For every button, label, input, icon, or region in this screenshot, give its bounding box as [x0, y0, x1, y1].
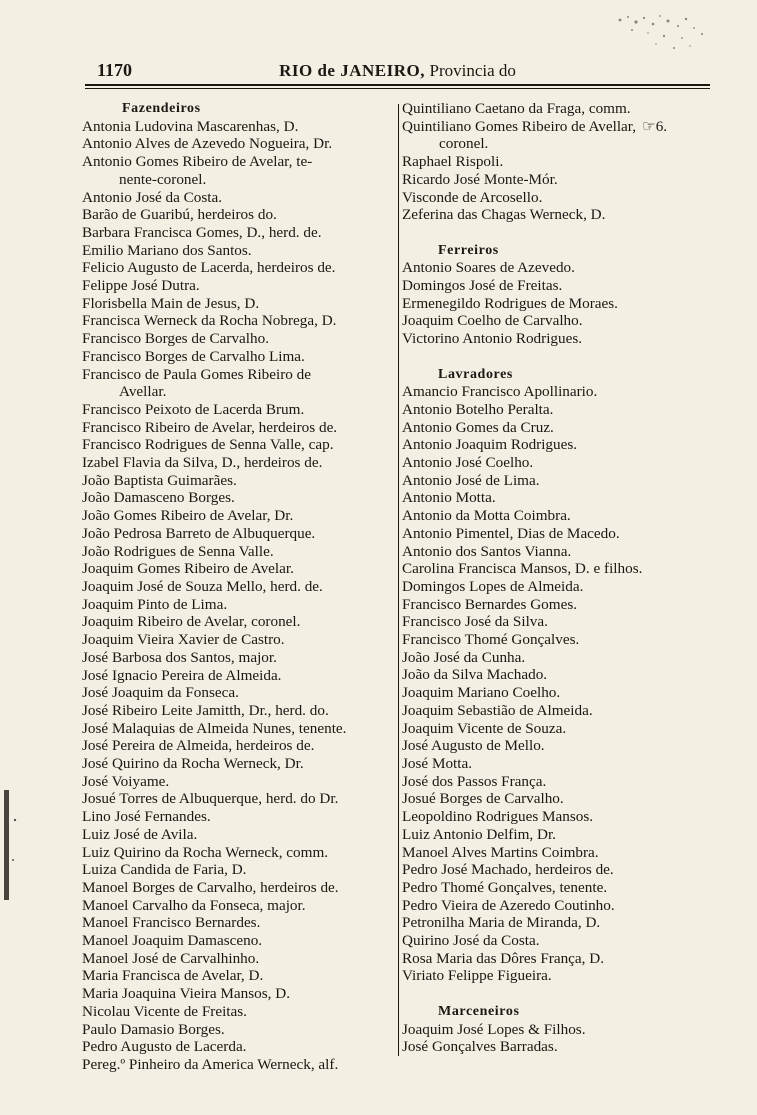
list-item: Zeferina das Chagas Werneck, D. — [402, 206, 606, 224]
list-item: Antonio José de Lima. — [402, 471, 540, 489]
list-item: Antonio José da Costa. — [82, 188, 223, 206]
list-item: Maria Joaquina Vieira Mansos, D. — [82, 985, 291, 1003]
list-item: Joaquim Ribeiro de Avelar, coronel. — [82, 613, 301, 631]
list-item: Manoel Joaquim Damasceno. — [82, 932, 263, 950]
list-item — [402, 118, 710, 136]
list-item: Joaquim José de Souza Mello, herd. de. — [82, 577, 323, 595]
fazendeiros-list — [82, 118, 394, 1074]
list-item: Pedro Vieira de Azeredo Coutinho. — [402, 896, 615, 914]
list-item: José Pereira de Almeida, herdeiros de. — [82, 737, 315, 755]
list-item: Joaquim Gomes Ribeiro de Avelar. — [82, 560, 294, 578]
list-item: Carolina Francisca Mansos, D. e filhos. — [402, 560, 643, 578]
list-item: Raphael Rispoli. — [402, 153, 504, 171]
list-item: Visconde de Arcosello. — [402, 188, 543, 206]
lavradores-list — [402, 383, 710, 985]
fazendeiros-continued-list — [402, 100, 710, 224]
list-item: José Motta. — [402, 754, 473, 772]
list-item: José Quirino da Rocha Werneck, Dr. — [82, 755, 304, 773]
list-item: Francisco Borges de Carvalho Lima. — [82, 347, 305, 365]
list-item: Rosa Maria das Dôres França, D. — [402, 949, 605, 967]
margin-reference: 6. — [655, 117, 668, 135]
list-item: José Voiyame. — [82, 772, 170, 790]
margin-ink-smudge — [0, 780, 22, 920]
section-spacer — [402, 224, 710, 242]
list-item: Antonia Ludovina Mascarenhas, D. — [82, 117, 299, 135]
list-item: Quintiliano Caetano da Fraga, comm. — [402, 100, 631, 117]
list-item: Nicolau Vicente de Freitas. — [82, 1002, 247, 1020]
list-item: Francisco Ribeiro de Avelar, herdeiros de. — [82, 418, 338, 436]
list-item: João Damasceno Borges. — [82, 489, 235, 507]
section-heading-marceneiros: Marceneiros — [438, 1003, 520, 1019]
list-item: Domingos José de Freitas. — [402, 277, 563, 295]
list-item: Felicio Augusto de Lacerda, herdeiros de. — [82, 259, 336, 277]
list-item: Barbara Francisca Gomes, D., herd. de. — [82, 223, 322, 241]
list-item: Manoel Borges de Carvalho, herdeiros de. — [82, 878, 339, 896]
list-item-continuation: Avellar. — [119, 383, 167, 401]
running-title — [85, 60, 710, 81]
ink-specks-decoration — [598, 8, 718, 58]
column-divider — [398, 104, 399, 1056]
list-item: Manoel Francisco Bernardes. — [82, 914, 261, 932]
list-item: Petronilha Maria de Miranda, D. — [402, 914, 601, 932]
section-spacer — [402, 985, 710, 1003]
list-item: Ermenegildo Rodrigues de Moraes. — [402, 294, 618, 312]
list-item: Felippe José Dutra. — [82, 277, 200, 295]
list-item: Francisco Rodrigues de Senna Valle, cap. — [82, 436, 334, 454]
list-item: Luiz Quirino da Rocha Werneck, comm. — [82, 843, 329, 861]
list-item: Luiz José de Avila. — [82, 825, 198, 843]
list-item: Joaquim José Lopes & Filhos. — [402, 1020, 586, 1038]
list-item: João José da Cunha. — [402, 648, 526, 666]
list-item: José Joaquim da Fonseca. — [82, 684, 239, 702]
list-item: Josué Borges de Carvalho. — [402, 790, 564, 808]
list-item: Joaquim Vieira Xavier de Castro. — [82, 631, 285, 649]
list-item: Antonio dos Santos Vianna. — [402, 542, 572, 560]
list-item: José Malaquias de Almeida Nunes, tenente. — [82, 719, 347, 737]
list-item: Francisco Bernardes Gomes. — [402, 595, 578, 613]
list-item: Francisco Borges de Carvalho. — [82, 330, 269, 348]
list-item: Francisca Werneck da Rocha Nobrega, D. — [82, 312, 337, 330]
list-item: Victorino Antonio Rodrigues. — [402, 330, 583, 348]
list-item: Josué Torres de Albuquerque, herd. do Dr. — [82, 790, 339, 808]
list-item: Manoel José de Carvalhinho. — [82, 949, 260, 967]
header-rule-thick — [85, 84, 710, 86]
section-heading-ferreiros: Ferreiros — [438, 242, 499, 258]
list-item: Maria Francisca de Avelar, D. — [82, 967, 264, 985]
list-item: Joaquim Coelho de Carvalho. — [402, 312, 583, 330]
list-item: Antonio da Motta Coimbra. — [402, 507, 571, 525]
list-item: Lino José Fernandes. — [82, 808, 211, 826]
list-item: Antonio Soares de Azevedo. — [402, 259, 575, 277]
list-item: Viriato Felippe Figueira. — [402, 967, 552, 985]
list-item: José Ribeiro Leite Jamitth, Dr., herd. do. — [82, 701, 329, 719]
left-column — [82, 100, 394, 1074]
section-heading-lavradores: Lavradores — [438, 366, 513, 382]
list-item-continuation: nente-coronel. — [119, 170, 207, 188]
list-item: João Baptista Guimarães. — [82, 471, 237, 489]
list-item: José Augusto de Mello. — [402, 737, 545, 755]
marceneiros-list — [402, 1021, 710, 1056]
running-title-sub: Provincia do — [429, 61, 516, 80]
list-item-text: Quintiliano Gomes Ribeiro de Avellar, — [402, 117, 637, 135]
pointing-hand-icon: ☞ — [642, 117, 656, 135]
list-item: Antonio Gomes Ribeiro de Avelar, te- — [82, 153, 313, 171]
list-item: Barão de Guaribú, herdeiros do. — [82, 206, 277, 224]
list-item: Joaquim Sebastião de Almeida. — [402, 701, 593, 719]
list-item: Francisco Peixoto de Lacerda Brum. — [82, 400, 305, 418]
list-item: João Rodrigues de Senna Valle. — [82, 542, 274, 560]
page-header — [85, 60, 710, 84]
list-item: Pedro Thomé Gonçalves, tenente. — [402, 878, 608, 896]
list-item: Emilio Mariano dos Santos. — [82, 241, 252, 259]
list-item: José Ignacio Pereira de Almeida. — [82, 666, 282, 684]
list-item: Antonio José Coelho. — [402, 454, 534, 472]
list-item: Amancio Francisco Apollinario. — [402, 383, 598, 401]
list-item: Leopoldino Rodrigues Mansos. — [402, 808, 594, 826]
list-item: Florisbella Main de Jesus, D. — [82, 294, 260, 312]
list-item: Manoel Alves Martins Coimbra. — [402, 843, 599, 861]
list-item: Francisco José da Silva. — [402, 613, 548, 631]
running-title-main: RIO de JANEIRO, — [279, 61, 425, 80]
list-item: Francisco Thomé Gonçalves. — [402, 631, 580, 649]
list-item: Joaquim Mariano Coelho. — [402, 684, 561, 702]
list-item: Joaquim Vicente de Souza. — [402, 719, 567, 737]
list-item: Pedro Augusto de Lacerda. — [82, 1038, 247, 1056]
list-item: Ricardo José Monte-Mór. — [402, 170, 558, 188]
list-item: Francisco de Paula Gomes Ribeiro de — [82, 365, 312, 383]
list-item: Domingos Lopes de Almeida. — [402, 577, 584, 595]
right-column — [402, 100, 710, 1056]
list-item: Joaquim Pinto de Lima. — [82, 595, 228, 613]
list-item: João Gomes Ribeiro de Avelar, Dr. — [82, 507, 294, 525]
list-item: Quirino José da Costa. — [402, 932, 540, 950]
header-rule-thin — [85, 88, 710, 89]
list-item-continuation: coronel. — [439, 135, 489, 153]
list-item: José dos Passos França. — [402, 772, 547, 790]
list-item: Antonio Pimentel, Dias de Macedo. — [402, 524, 620, 542]
list-item: Pereg.º Pinheiro da America Werneck, alf. — [82, 1055, 339, 1073]
section-heading-fazendeiros: Fazendeiros — [122, 101, 201, 116]
list-item: Luiza Candida de Faria, D. — [82, 861, 247, 879]
list-item: José Barbosa dos Santos, major. — [82, 648, 277, 666]
list-item: Antonio Joaquim Rodrigues. — [402, 436, 578, 454]
list-item: Antonio Alves de Azevedo Nogueira, Dr. — [82, 135, 333, 153]
list-item: Antonio Botelho Peralta. — [402, 400, 554, 418]
page-number: 1170 — [97, 60, 133, 80]
list-item: Izabel Flavia da Silva, D., herdeiros de. — [82, 454, 323, 472]
section-spacer — [402, 348, 710, 366]
list-item: Antonio Motta. — [402, 489, 496, 507]
list-item: Pedro José Machado, herdeiros de. — [402, 861, 614, 879]
ferreiros-list — [402, 259, 710, 348]
list-item: Paulo Damasio Borges. — [82, 1020, 225, 1038]
list-item: João da Silva Machado. — [402, 666, 548, 684]
list-item: João Pedrosa Barreto de Albuquerque. — [82, 524, 316, 542]
list-item: Antonio Gomes da Cruz. — [402, 418, 554, 436]
list-item: José Gonçalves Barradas. — [402, 1038, 558, 1056]
list-item: Luiz Antonio Delfim, Dr. — [402, 825, 556, 843]
list-item: Manoel Carvalho da Fonseca, major. — [82, 896, 306, 914]
